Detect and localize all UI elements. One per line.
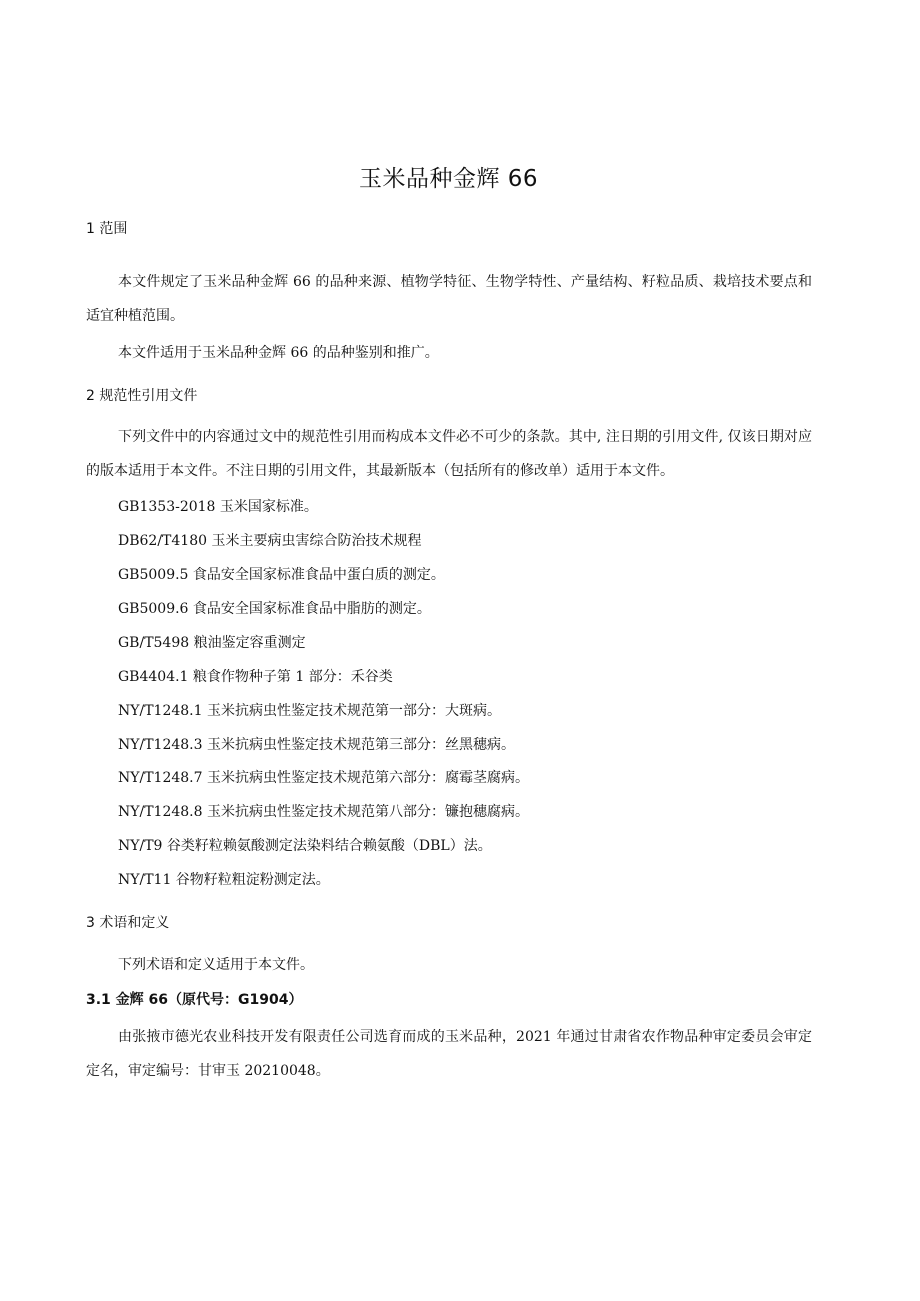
reference-item: NY/T11 谷物籽粒粗淀粉测定法。	[118, 872, 330, 888]
reference-item: GB5009.5 食品安全国家标准食品中蛋白质的测定。	[118, 567, 445, 583]
section-1-applicability-paragraph: 本文件适用于玉米品种金辉 66 的品种鉴别和推广。	[118, 345, 439, 361]
reference-item: NY/T1248.1 玉米抗病虫性鉴定技术规范第一部分：大斑病。	[118, 703, 501, 719]
reference-item: DB62/T4180 玉米主要病虫害综合防治技术规程	[118, 533, 422, 549]
reference-item: NY/T1248.7 玉米抗病虫性鉴定技术规范第六部分：腐霉茎腐病。	[118, 770, 529, 786]
subsection-3-1-heading: 3.1 金辉 66（原代号：G1904）	[86, 992, 303, 1008]
document-title: 玉米品种金辉 66	[358, 166, 539, 192]
reference-item: GB1353-2018 玉米国家标准。	[118, 499, 318, 515]
reference-item: GB5009.6 食品安全国家标准食品中脂肪的测定。	[118, 601, 431, 617]
reference-item: NY/T1248.8 玉米抗病虫性鉴定技术规范第八部分：镰抱穗腐病。	[118, 804, 529, 820]
section-2-heading: 2 规范性引用文件	[86, 388, 198, 404]
section-3-heading: 3 术语和定义	[86, 915, 170, 931]
section-2-intro-paragraph: 下列文件中的内容通过文中的规范性引用而构成本文件必不可少的条款。其中, 注日期的引用文件, 仅该日期对应的版本适用于本文件。不注日期的引用文件，其最新版本（包括所有的修改单）适用于本文件。	[86, 429, 812, 479]
section-1-heading: 1 范围	[86, 221, 128, 237]
section-1-scope-paragraph: 本文件规定了玉米品种金辉 66 的品种来源、植物学特征、生物学特性、产量结构、籽粒品质、栽培技术要点和适宜种植范围。	[86, 274, 812, 324]
reference-item: GB4404.1 粮食作物种子第 1 部分：禾谷类	[118, 669, 393, 685]
section-3-intro: 下列术语和定义适用于本文件。	[118, 957, 314, 973]
reference-item: NY/T9 谷类籽粒赖氨酸测定法染料结合赖氨酸（DBL）法。	[118, 838, 492, 854]
subsection-3-1-paragraph: 由张掖市德光农业科技开发有限责任公司选育而成的玉米品种，2021 年通过甘肃省农作物品种审定委员会审定定名，审定编号：甘审玉 20210048。	[86, 1029, 812, 1079]
reference-item: NY/T1248.3 玉米抗病虫性鉴定技术规范第三部分：丝黑穗病。	[118, 737, 515, 753]
reference-item: GB/T5498 粮油鉴定容重测定	[118, 635, 306, 651]
